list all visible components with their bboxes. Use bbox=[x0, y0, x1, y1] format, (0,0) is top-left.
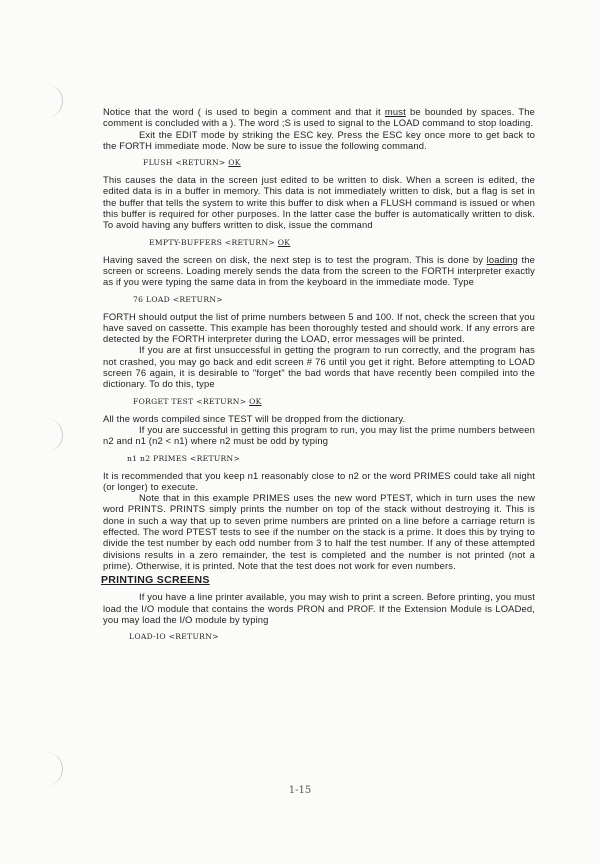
command-forget: FORGET TEST <RETURN> OK bbox=[133, 396, 262, 406]
command-load: 76 LOAD <RETURN> bbox=[133, 294, 223, 304]
punch-hole-bottom bbox=[34, 752, 63, 786]
paragraph-recommended: It is recommended that you keep n1 reasonably close to n2 or the word PRIMES could take all night (or longer) to execute. bbox=[103, 469, 535, 492]
command-empty-buffers: EMPTY-BUFFERS <RETURN> OK bbox=[149, 237, 291, 247]
document-body bbox=[103, 106, 535, 648]
command-flush: FLUSH <RETURN> OK bbox=[143, 158, 241, 168]
paragraph-exit-edit: Exit the EDIT mode by striking the ESC key. Press the ESC key once more to get back to the FORTH immediate mode. Now be sure to issue the following command. bbox=[103, 128, 535, 151]
punch-hole-top bbox=[34, 84, 63, 118]
paragraph-output: FORTH should output the list of prime numbers between 5 and 100. If not, check the screen that you have saved on cassette. This example has been thoroughly tested and should work. If any errors are detected by the FORTH interpreter during the LOAD, error messages will be printed. bbox=[103, 310, 535, 345]
page-number: 1-15 bbox=[288, 785, 312, 796]
paragraph-unsuccessful: If you are at first unsuccessful in getting the program to run correctly, and the program has not crashed, you may go back and edit screen # 76 until you get it right. Before attempting to LOAD screen 76 again, it is desirable to "forget" the bad words that have recently been compiled into the dictionary. To do this, type bbox=[103, 344, 535, 390]
command-load-io: LOAD-IO <RETURN> bbox=[129, 632, 219, 642]
paragraph-line-printer: If you have a line printer available, you may wish to print a screen. Before printing, you must load the I/O module that contains the words PRON and PROF. If the Extension Module is LOADed, you may load the I/O module by typing bbox=[103, 591, 535, 625]
paragraph-flush-explanation: This causes the data in the screen just edited to be written to disk. When a screen is edited, the edited data is in a buffer in memory. This data is not immediately written to disk, but a flag is set in the buffer that tells the system to write this buffer to disk when a FLUSH command is issued or when this buffer is required for other purposes. In the latter case the buffer is automatically written to disk. To avoid having any buffers written to disk, issue the command bbox=[103, 174, 535, 231]
command-primes: n1 n2 PRIMES <RETURN> bbox=[127, 453, 241, 463]
paragraph-successful: If you are successful in getting this program to run, you may list the prime numbers between n2 and n1 (n2 < n1) where n2 must be odd by typing bbox=[103, 423, 535, 447]
paragraph-dropped: All the words compiled since TEST will be dropped from the dictionary. bbox=[103, 412, 406, 424]
paragraph-loading: Having saved the screen on disk, the next step is to test the program. This is done by loading the screen or screens. Loading merely sends the data from the screen to the FORTH interpreter exactly as if you were typing the same data in from the keyboard in the immediate mode. Type bbox=[103, 253, 535, 288]
paragraph-comment: Notice that the word ( is used to begin a comment and that it must be bounded by spaces. The comment is concluded with a ). The word ;S is used to signal to the LOAD command to stop loading. bbox=[103, 106, 535, 129]
punch-hole-middle bbox=[34, 418, 63, 452]
section-heading-printing-screens: PRINTING SCREENS bbox=[101, 574, 210, 587]
paragraph-ptest: Note that in this example PRIMES uses the new word PTEST, which in turn uses the new word PRINTS. PRINTS simply prints the number on top of the stack without destroying it. This is done in such a way that up to seven prime numbers are printed on a line before a carriage return is effected. The word PTEST tests to see if the number on the stack is a prime. It does this by trying to divide the test number by each odd number from 3 to half the test number. If any of these attempted divisions results in a zero remainder, the test is completed and the number is not printed (not a prime). Otherwise, it is printed. Note that the test does not work for even numbers. bbox=[103, 492, 535, 571]
